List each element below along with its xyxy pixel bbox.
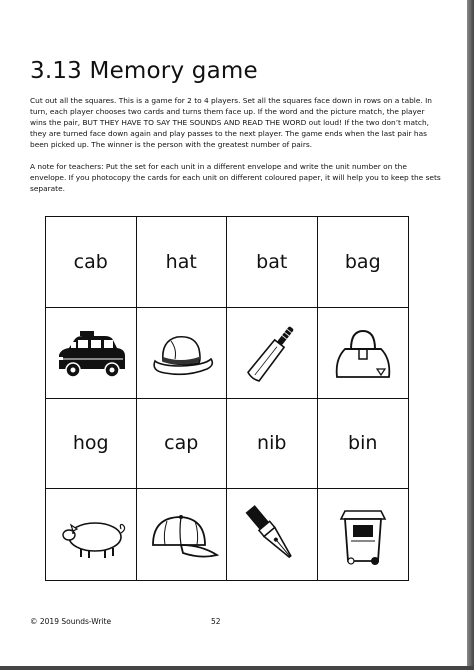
word-label: bin	[348, 432, 378, 455]
word-label: bat	[256, 250, 288, 273]
baseball-cap-icon	[141, 501, 221, 569]
card-word	[318, 217, 409, 308]
hat-icon	[141, 319, 221, 387]
card-word	[137, 217, 228, 308]
cricket-bat-icon	[232, 319, 312, 387]
page-shadow-bottom	[0, 666, 474, 670]
card-picture	[137, 489, 228, 580]
card-word	[318, 399, 409, 490]
word-label: nib	[257, 432, 287, 455]
handbag-icon	[323, 319, 403, 387]
pig-icon	[51, 501, 131, 569]
page-number: 52	[211, 617, 221, 626]
card-picture	[318, 489, 409, 580]
page-shadow-right	[467, 0, 474, 670]
page-title: 3.13 Memory game	[30, 58, 258, 84]
word-label: hog	[72, 432, 109, 455]
card-grid	[45, 216, 409, 581]
word-label: cab	[73, 250, 108, 273]
card-picture	[318, 308, 409, 399]
card-picture	[46, 489, 137, 580]
copyright-notice: © 2019 Sounds-Write	[30, 617, 112, 626]
card-picture	[137, 308, 228, 399]
word-label: hat	[165, 250, 197, 273]
taxi-cab-icon	[51, 319, 131, 387]
wheelie-bin-icon	[323, 501, 403, 569]
card-word	[227, 217, 318, 308]
word-label: bag	[344, 250, 381, 273]
card-word	[137, 399, 228, 490]
pen-nib-icon	[232, 501, 312, 569]
card-picture	[227, 308, 318, 399]
card-picture	[46, 308, 137, 399]
card-word	[227, 399, 318, 490]
teacher-note-paragraph: A note for teachers: Put the set for each unit in a different envelope and write the unit number on the envelope. If you photocopy the cards for each unit on different coloured paper, it will help you to keep the sets separate.	[30, 162, 441, 193]
card-picture	[227, 489, 318, 580]
word-label: cap	[164, 432, 199, 455]
instructions-paragraph: Cut out all the squares. This is a game for 2 to 4 players. Set all the squares face down in rows on a table. In turn, each player chooses two cards and turns them face up. If the word and the picture match, the player wins the pair, BUT THEY HAVE TO SAY THE SOUNDS AND READ THE WORD out loud! If the two don’t match, they are turned face down again and play passes to the next player. The game ends when the last pair has been picked up. The winner is the person with the greatest number of pairs.	[30, 96, 432, 149]
card-word	[46, 399, 137, 490]
card-word	[46, 217, 137, 308]
